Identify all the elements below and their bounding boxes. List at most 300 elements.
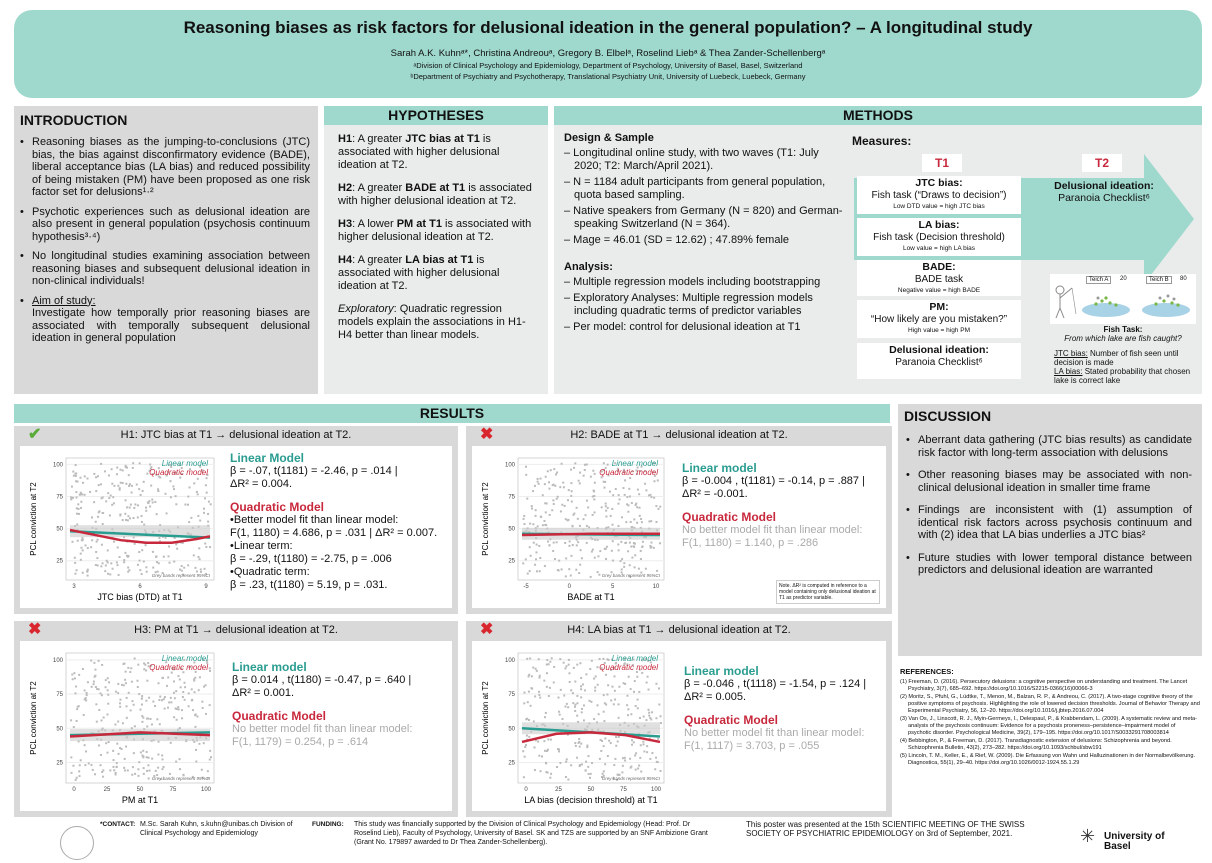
raw-data-point (555, 473, 557, 475)
raw-data-point (115, 772, 117, 774)
raw-data-point (107, 561, 109, 563)
raw-data-point (546, 672, 548, 674)
raw-data-point (210, 756, 212, 758)
raw-data-point (105, 564, 107, 566)
raw-data-point (548, 488, 550, 490)
raw-data-point (163, 698, 165, 700)
raw-data-point (184, 686, 186, 688)
hypotheses-section (324, 106, 548, 394)
raw-data-point (112, 766, 114, 768)
raw-data-point (187, 564, 189, 566)
aim-label: Aim of study: (32, 294, 96, 307)
raw-data-point (581, 763, 583, 765)
raw-data-point (537, 478, 539, 480)
raw-data-point (527, 573, 529, 575)
raw-data-point (96, 688, 98, 690)
grey-band-note: Grey bands represent 95%CI (601, 776, 660, 781)
result-panel-body (472, 641, 886, 811)
raw-data-point (641, 521, 643, 523)
raw-data-point (658, 703, 660, 705)
raw-data-point (586, 500, 588, 502)
intro-item: • No longitudinal studies examining association between reasoning biases and subsequent delusional ideation in non-clinical individuals! (20, 250, 310, 288)
raw-data-point (601, 506, 603, 508)
raw-data-point (614, 699, 616, 701)
raw-data-point (199, 520, 201, 522)
raw-data-point (622, 765, 624, 767)
university-name: University of Basel (1104, 831, 1165, 852)
raw-data-point (70, 498, 72, 500)
raw-data-point (148, 500, 150, 502)
raw-data-point (658, 687, 660, 689)
raw-data-point (86, 571, 88, 573)
raw-data-point (544, 565, 546, 567)
raw-data-point (581, 708, 583, 710)
linear-model-stat: ΔR² = 0.001. (232, 687, 295, 699)
raw-data-point (137, 768, 139, 770)
raw-data-point (167, 707, 169, 709)
raw-data-point (166, 685, 168, 687)
raw-data-point (636, 676, 638, 678)
raw-data-point (124, 513, 126, 515)
raw-data-point (634, 554, 636, 556)
raw-data-point (123, 561, 125, 563)
raw-data-point (572, 692, 574, 694)
raw-data-point (604, 487, 606, 489)
raw-data-point (535, 558, 537, 560)
y-axis-label: PCL conviction at T2 (481, 482, 490, 556)
raw-data-point (162, 758, 164, 760)
raw-data-point (203, 742, 205, 744)
raw-data-point (603, 711, 605, 713)
raw-data-point (558, 711, 560, 713)
raw-data-point (649, 758, 651, 760)
hypotheses-title: HYPOTHESES (324, 106, 548, 125)
raw-data-point (540, 478, 542, 480)
raw-data-point (602, 658, 604, 660)
raw-data-point (628, 676, 630, 678)
raw-data-point (618, 717, 620, 719)
quadratic-model-stat: F(1, 1179) = 0.254, p = .614 (232, 736, 369, 748)
raw-data-point (545, 712, 547, 714)
raw-data-point (522, 562, 524, 564)
raw-data-point (76, 497, 78, 499)
raw-data-point (93, 662, 95, 664)
raw-data-point (627, 511, 629, 513)
raw-data-point (622, 487, 624, 489)
model-statistics (230, 452, 446, 592)
raw-data-point (597, 571, 599, 573)
raw-data-point (635, 705, 637, 707)
raw-data-point (175, 761, 177, 763)
raw-data-point (653, 480, 655, 482)
raw-data-point (125, 682, 127, 684)
raw-data-point (137, 680, 139, 682)
raw-data-point (74, 473, 76, 475)
raw-data-point (71, 541, 73, 543)
raw-data-point (607, 464, 609, 466)
raw-data-point (592, 496, 594, 498)
raw-data-point (197, 493, 199, 495)
raw-data-point (548, 695, 550, 697)
raw-data-point (563, 662, 565, 664)
raw-data-point (107, 677, 109, 679)
raw-data-point (598, 574, 600, 576)
raw-data-point (72, 765, 74, 767)
raw-data-point (105, 679, 107, 681)
raw-data-point (162, 768, 164, 770)
raw-data-point (102, 497, 104, 499)
raw-data-point (208, 501, 210, 503)
raw-data-point (536, 570, 538, 572)
raw-data-point (612, 524, 614, 526)
raw-data-point (152, 501, 154, 503)
raw-data-point (565, 665, 567, 667)
raw-data-point (604, 763, 606, 765)
raw-data-point (629, 542, 631, 544)
raw-data-point (170, 496, 172, 498)
raw-data-point (137, 564, 139, 566)
raw-data-point (134, 503, 136, 505)
cross-icon: ✖ (28, 621, 42, 638)
raw-data-point (99, 692, 101, 694)
raw-data-point (539, 570, 541, 572)
raw-data-point (109, 573, 111, 575)
raw-data-point (548, 481, 550, 483)
raw-data-point (553, 666, 555, 668)
quadratic-model-line (522, 534, 660, 535)
raw-data-point (593, 490, 595, 492)
raw-data-point (572, 514, 574, 516)
raw-data-point (125, 466, 127, 468)
raw-data-point (629, 477, 631, 479)
raw-data-point (642, 545, 644, 547)
raw-data-point (141, 549, 143, 551)
raw-data-point (587, 506, 589, 508)
legend-linear: Linear model (161, 654, 208, 663)
raw-data-point (107, 694, 109, 696)
y-axis-label: PCL conviction at T2 (29, 482, 38, 556)
raw-data-point (621, 771, 623, 773)
raw-data-point (181, 717, 183, 719)
raw-data-point (141, 697, 143, 699)
raw-data-point (169, 480, 171, 482)
raw-data-point (191, 688, 193, 690)
raw-data-point (101, 719, 103, 721)
raw-data-point (89, 491, 91, 493)
raw-data-point (600, 739, 602, 741)
raw-data-point (134, 657, 136, 659)
raw-data-point (539, 697, 541, 699)
raw-data-point (80, 507, 82, 509)
raw-data-point (523, 776, 525, 778)
raw-data-point (656, 761, 658, 763)
raw-data-point (660, 722, 662, 724)
raw-data-point (123, 559, 125, 561)
raw-data-point (546, 659, 548, 661)
raw-data-point (205, 484, 207, 486)
raw-data-point (91, 539, 93, 541)
raw-data-point (151, 499, 153, 501)
raw-data-point (117, 485, 119, 487)
raw-data-point (151, 723, 153, 725)
raw-data-point (118, 574, 120, 576)
raw-data-point (629, 758, 631, 760)
raw-data-point (618, 703, 620, 705)
raw-data-point (645, 489, 647, 491)
raw-data-point (544, 483, 546, 485)
raw-data-point (125, 519, 127, 521)
raw-data-point (112, 496, 114, 498)
raw-data-point (112, 750, 114, 752)
raw-data-point (611, 508, 613, 510)
raw-data-point (137, 504, 139, 506)
discussion-item: • Aberrant data gathering (JTC bias results) as candidate risk factor with long-term association with delusions (904, 434, 1192, 459)
raw-data-point (141, 695, 143, 697)
raw-data-point (584, 469, 586, 471)
raw-data-point (74, 562, 76, 564)
raw-data-point (131, 681, 133, 683)
raw-data-point (83, 714, 85, 716)
raw-data-point (628, 488, 630, 490)
raw-data-point (611, 550, 613, 552)
y-tick-label: 50 (508, 726, 515, 733)
raw-data-point (547, 738, 549, 740)
raw-data-point (139, 560, 141, 562)
raw-data-point (127, 555, 129, 557)
raw-data-point (198, 743, 200, 745)
raw-data-point (156, 718, 158, 720)
raw-data-point (74, 692, 76, 694)
hypothesis-2: H2: A greater BADE at T1 is associated with higher delusional ideation at T2. (338, 182, 532, 207)
raw-data-point (544, 750, 546, 752)
raw-data-point (549, 661, 551, 663)
discussion-item: • Other reasoning biases may be associated with non-clinical delusional ideation in smaller time frame (904, 469, 1192, 494)
raw-data-point (75, 464, 77, 466)
raw-data-point (80, 759, 82, 761)
raw-data-point (576, 507, 578, 509)
affiliation-b: ᵇDepartment of Psychiatry and Psychotherapy, Translational Psychiatry Unit, University of Luebeck, Luebeck, Germany (410, 72, 806, 81)
raw-data-point (581, 711, 583, 713)
raw-data-point (612, 540, 614, 542)
raw-data-point (528, 691, 530, 693)
measure-delusional-t1: Delusional ideation: Paranoia Checklist⁶ (857, 343, 1021, 379)
raw-data-point (526, 658, 528, 660)
raw-data-point (626, 503, 628, 505)
raw-data-point (593, 718, 595, 720)
result-panel-h3 (14, 621, 458, 817)
x-tick-label: 10 (652, 584, 660, 590)
raw-data-point (95, 551, 97, 553)
raw-data-point (145, 510, 147, 512)
raw-data-point (117, 692, 119, 694)
raw-data-point (82, 482, 84, 484)
raw-data-point (123, 767, 125, 769)
raw-data-point (638, 568, 640, 570)
raw-data-point (532, 667, 534, 669)
raw-data-point (530, 705, 532, 707)
raw-data-point (137, 664, 139, 666)
raw-data-point (116, 762, 118, 764)
raw-data-point (603, 745, 605, 747)
raw-data-point (577, 541, 579, 543)
raw-data-point (575, 745, 577, 747)
raw-data-point (608, 740, 610, 742)
raw-data-point (104, 470, 106, 472)
raw-data-point (655, 683, 657, 685)
raw-data-point (117, 683, 119, 685)
raw-data-point (195, 713, 197, 715)
raw-data-point (603, 481, 605, 483)
raw-data-point (580, 743, 582, 745)
raw-data-point (138, 693, 140, 695)
raw-data-point (100, 565, 102, 567)
raw-data-point (92, 769, 94, 771)
university-seal-icon (60, 826, 94, 860)
raw-data-point (630, 713, 632, 715)
raw-data-point (110, 495, 112, 497)
raw-data-point (647, 676, 649, 678)
raw-data-point (638, 765, 640, 767)
x-tick-label: 100 (650, 787, 662, 793)
raw-data-point (131, 700, 133, 702)
raw-data-point (134, 773, 136, 775)
raw-data-point (657, 508, 659, 510)
raw-data-point (109, 514, 111, 516)
raw-data-point (193, 678, 195, 680)
raw-data-point (528, 719, 530, 721)
raw-data-point (576, 757, 578, 759)
y-tick-label: 100 (504, 462, 515, 469)
raw-data-point (209, 759, 211, 761)
raw-data-point (558, 560, 560, 562)
raw-data-point (111, 483, 113, 485)
raw-data-point (570, 689, 572, 691)
raw-data-point (81, 547, 83, 549)
raw-data-point (72, 471, 74, 473)
raw-data-point (618, 736, 620, 738)
raw-data-point (179, 569, 181, 571)
raw-data-point (621, 558, 623, 560)
raw-data-point (603, 462, 605, 464)
raw-data-point (182, 696, 184, 698)
raw-data-point (596, 704, 598, 706)
raw-data-point (173, 716, 175, 718)
raw-data-point (176, 708, 178, 710)
raw-data-point (531, 675, 533, 677)
raw-data-point (603, 770, 605, 772)
raw-data-point (161, 754, 163, 756)
reference-item: (1) Freeman, D. (2016). Persecutory delusions: a cognitive perspective on understanding and treatment. The Lancet Psychiatry, 3(7), 685–692. https://doi.org/10.1016/S2215-0366(16)00066-3 (900, 679, 1188, 692)
poster-title: Reasoning biases as risk factors for delusional ideation in the general population? – A longitudinal study (183, 18, 1033, 37)
raw-data-point (586, 746, 588, 748)
grey-band-note: Grey bands represent 95%CI (151, 573, 210, 578)
methods-section (554, 106, 1202, 394)
raw-data-point (571, 490, 573, 492)
raw-data-point (546, 686, 548, 688)
raw-data-point (168, 545, 170, 547)
raw-data-point (76, 513, 78, 515)
grey-band-note: Grey bands represent 95%CI (601, 573, 660, 578)
x-tick-label: 50 (587, 787, 595, 793)
raw-data-point (637, 699, 639, 701)
raw-data-point (141, 704, 143, 706)
raw-data-point (624, 479, 626, 481)
raw-data-point (76, 720, 78, 722)
raw-data-point (640, 550, 642, 552)
y-tick-label: 75 (56, 692, 63, 699)
raw-data-point (529, 546, 531, 548)
raw-data-point (525, 744, 527, 746)
raw-data-point (524, 746, 526, 748)
raw-data-point (156, 561, 158, 563)
raw-data-point (122, 469, 124, 471)
raw-data-point (607, 684, 609, 686)
raw-data-point (73, 726, 75, 728)
raw-data-point (651, 711, 653, 713)
raw-data-point (101, 694, 103, 696)
raw-data-point (533, 720, 535, 722)
raw-data-point (618, 549, 620, 551)
raw-data-point (72, 678, 74, 680)
result-panel-title: H1: JTC bias at T1 → delusional ideation at T2. (120, 429, 352, 441)
raw-data-point (203, 686, 205, 688)
raw-data-point (650, 496, 652, 498)
raw-data-point (580, 685, 582, 687)
raw-data-point (93, 683, 95, 685)
raw-data-point (173, 561, 175, 563)
raw-data-point (78, 674, 80, 676)
raw-data-point (580, 549, 582, 551)
raw-data-point (648, 712, 650, 714)
raw-data-point (624, 757, 626, 759)
raw-data-point (593, 498, 595, 500)
raw-data-point (591, 551, 593, 553)
raw-data-point (626, 704, 628, 706)
result-panel-h1 (14, 426, 458, 614)
x-tick-label: 0 (72, 787, 76, 793)
raw-data-point (101, 771, 103, 773)
hypothesis-1: H1: A greater JTC bias at T1 is associated with higher delusional ideation at T2. (338, 133, 500, 171)
raw-data-point (610, 742, 612, 744)
raw-data-point (145, 544, 147, 546)
raw-data-point (582, 518, 584, 520)
measure-delusional-t2: Delusional ideation: Paranoia Checklist⁶ (1054, 180, 1154, 204)
raw-data-point (557, 496, 559, 498)
raw-data-point (627, 708, 629, 710)
raw-data-point (654, 768, 656, 770)
raw-data-point (195, 761, 197, 763)
raw-data-point (107, 492, 109, 494)
raw-data-point (101, 664, 103, 666)
raw-data-point (576, 715, 578, 717)
raw-data-point (605, 505, 607, 507)
linear-model-title: Linear model (682, 461, 757, 475)
raw-data-point (618, 686, 620, 688)
presented-text: This poster was presented at the 15th SCIENTIFIC MEETING OF THE SWISS SOCIETY OF PSYCHIATRIC EPIDEMIOLOGY on 3rd of September, 2021. (746, 820, 1025, 838)
raw-data-point (567, 706, 569, 708)
raw-data-point (587, 755, 589, 757)
raw-data-point (82, 539, 84, 541)
raw-data-point (102, 523, 104, 525)
raw-data-point (176, 548, 178, 550)
raw-data-point (556, 498, 558, 500)
raw-data-point (152, 551, 154, 553)
legend-linear: Linear model (611, 459, 658, 468)
linear-model-stat: β = 0.014 , t(1180) = -0.47, p = .640 | (232, 674, 412, 686)
teich-b-ratio: 80 (1180, 276, 1187, 282)
raw-data-point (151, 758, 153, 760)
raw-data-point (630, 766, 632, 768)
